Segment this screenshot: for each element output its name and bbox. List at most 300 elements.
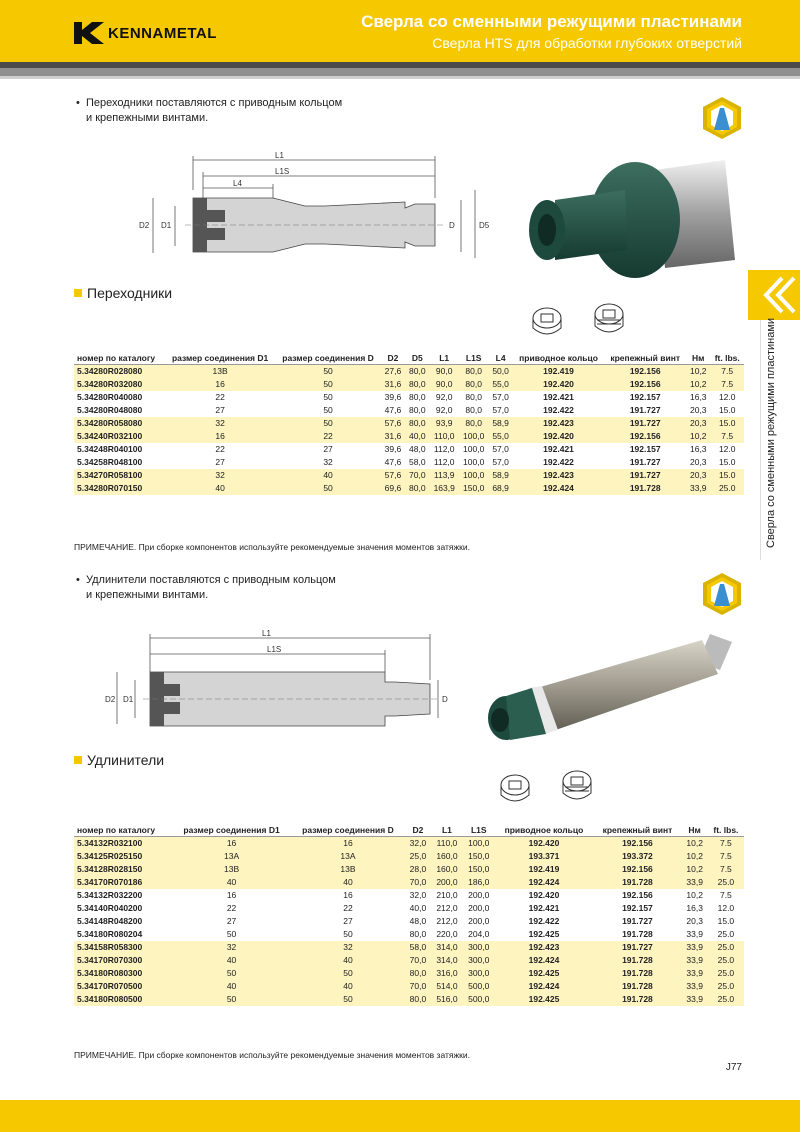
- extension-technical-drawing: [105, 628, 455, 728]
- table-cell: 7.5: [708, 850, 744, 863]
- drive-ring-and-screw-icons: [527, 298, 637, 340]
- table-cell: 32,0: [409, 890, 427, 900]
- drive-ring-and-screw-icons: [495, 765, 605, 807]
- table-cell: 191.728: [593, 876, 681, 889]
- table-cell: 5.34280R048080: [77, 405, 143, 415]
- table-cell: 50: [291, 967, 405, 980]
- table-cell: 57,6: [381, 417, 405, 430]
- table-cell: 191.727: [629, 457, 661, 467]
- dim-label: D2: [139, 221, 150, 230]
- table-cell: 316,0: [431, 967, 463, 980]
- table-cell: 33,9: [682, 967, 708, 980]
- dim-label: L4: [233, 179, 242, 188]
- table-row: [74, 980, 744, 993]
- table-cell: 32: [172, 941, 291, 954]
- table-row: [74, 889, 744, 902]
- column-header: L1: [429, 350, 458, 365]
- table-cell: 5.34132R032100: [74, 837, 172, 851]
- table-cell: 25.0: [708, 967, 744, 980]
- extensions-table: [74, 822, 744, 1006]
- table-cell: 92,0: [435, 405, 453, 415]
- column-header: D2: [381, 350, 405, 365]
- table-cell: 5.34258R048100: [77, 457, 143, 467]
- extension-product-image: [470, 630, 740, 750]
- table-cell: 192.424: [513, 482, 605, 495]
- table-row: [74, 430, 744, 443]
- table-cell: 5.34148R048200: [77, 916, 143, 926]
- page-number: J77: [725, 1062, 742, 1073]
- table-cell: 192.421: [543, 392, 574, 402]
- table-cell: 5.34125R025150: [74, 850, 172, 863]
- table-cell: 80,0: [459, 378, 488, 391]
- page-header: [0, 0, 800, 62]
- table-cell: 100,0: [463, 444, 485, 454]
- kennametal-k-icon: [72, 20, 106, 46]
- table-cell: 15.0: [718, 457, 736, 467]
- table-cell: 314,0: [431, 941, 463, 954]
- side-vertical-title: Сверла со сменными режущими пластинами: [765, 317, 777, 548]
- table-cell: 32: [165, 469, 276, 482]
- dim-label: D1: [123, 695, 134, 704]
- section1-bullet: • Переходники поставляются с приводным кольцом и крепежными винтами.: [76, 97, 343, 124]
- table-cell: 5.34140R040200: [77, 903, 143, 913]
- table-cell: 110,0: [431, 837, 463, 851]
- table-cell: 70,0: [405, 469, 429, 482]
- column-header: приводное кольцо: [495, 822, 594, 837]
- table-cell: 16: [226, 890, 237, 900]
- dim-label: D1: [161, 221, 172, 230]
- table-row: [74, 404, 744, 417]
- table-cell: 192.425: [528, 929, 560, 939]
- table-cell: 300,0: [463, 954, 495, 967]
- table-row: [74, 443, 744, 456]
- table-cell: 191.728: [622, 929, 653, 939]
- table-cell: 80,0: [465, 392, 482, 402]
- table-cell: 192.423: [495, 941, 594, 954]
- table-cell: 16: [165, 430, 276, 443]
- column-header: номер по каталогу: [74, 350, 165, 365]
- table-cell: 192.423: [513, 417, 605, 430]
- table-cell: 20,3: [689, 405, 707, 415]
- table-cell: 191.728: [604, 482, 686, 495]
- table-cell: 40,0: [405, 430, 429, 443]
- table-cell: 33,9: [682, 980, 708, 993]
- table-cell: 516,0: [431, 993, 463, 1006]
- table-cell: 13B: [291, 863, 405, 876]
- table-cell: 160,0: [431, 863, 463, 876]
- table-cell: 80,0: [405, 417, 429, 430]
- table-cell: 204,0: [468, 929, 490, 939]
- table-cell: 5.34180R080204: [77, 929, 143, 939]
- section-title: [74, 752, 164, 768]
- table-cell: 40: [165, 482, 276, 495]
- table-cell: 212,0: [436, 903, 458, 913]
- table-cell: 5.34180R080300: [74, 967, 172, 980]
- table-cell: 15.0: [718, 405, 736, 415]
- table-cell: 210,0: [436, 890, 458, 900]
- table-cell: 50: [323, 405, 333, 415]
- table-cell: 22: [226, 903, 237, 913]
- table-cell: 15.0: [717, 916, 735, 926]
- table-cell: 192.423: [513, 469, 605, 482]
- table-cell: 48,0: [409, 916, 427, 926]
- column-header: ft. lbs.: [710, 350, 744, 365]
- table-cell: 20,3: [686, 417, 710, 430]
- table-cell: 25,0: [405, 850, 431, 863]
- table-cell: 10,2: [686, 378, 710, 391]
- table-cell: 70,0: [405, 876, 431, 889]
- table-cell: 314,0: [431, 954, 463, 967]
- table-cell: 5.34170R070500: [74, 980, 172, 993]
- chevron-left-icon: [748, 270, 800, 320]
- table-cell: 28,0: [405, 863, 431, 876]
- bullet-square: [74, 289, 82, 297]
- table-cell: 192.156: [604, 365, 686, 379]
- table-row: [74, 993, 744, 1006]
- table-cell: 212,0: [436, 916, 458, 926]
- table-cell: 25.0: [708, 876, 744, 889]
- table-cell: 191.728: [593, 993, 681, 1006]
- table-cell: 10,2: [682, 863, 708, 876]
- page-subtitle: Сверла HTS для обработки глубоких отверстий: [432, 35, 742, 51]
- table-cell: 5.34248R040100: [77, 444, 143, 454]
- table-cell: 191.728: [593, 954, 681, 967]
- dim-label: L1S: [275, 167, 290, 176]
- table-cell: 100,0: [463, 457, 485, 467]
- table-cell: 80,0: [409, 405, 426, 415]
- table-cell: 192.419: [495, 863, 594, 876]
- table-cell: 32: [291, 941, 405, 954]
- table-cell: 192.421: [543, 444, 574, 454]
- table-cell: 192.422: [528, 916, 560, 926]
- table-cell: 12.0: [718, 392, 736, 402]
- table-cell: 20,3: [686, 916, 703, 926]
- table-cell: 25.0: [708, 993, 744, 1006]
- table-row: [74, 941, 744, 954]
- table-cell: 10,2: [682, 837, 708, 851]
- table-cell: 20,3: [686, 469, 710, 482]
- table-cell: 200,0: [468, 916, 490, 926]
- table-cell: 50: [172, 993, 291, 1006]
- table-cell: 5.34280R070150: [74, 482, 165, 495]
- table-row: [74, 837, 744, 851]
- table-cell: 112,0: [433, 444, 455, 454]
- table-cell: 90,0: [429, 365, 458, 379]
- table-cell: 33,9: [682, 954, 708, 967]
- bullet-text: Переходники поставляются с приводным кольцом: [86, 97, 343, 109]
- table-cell: 80,0: [465, 405, 482, 415]
- table-cell: 16: [291, 837, 405, 851]
- table-cell: 5.34270R058100: [74, 469, 165, 482]
- bullet-text: и крепежными винтами.: [86, 589, 209, 601]
- table-cell: 192.425: [495, 993, 594, 1006]
- table-cell: 192.156: [593, 837, 681, 851]
- table-cell: 40: [172, 954, 291, 967]
- table-cell: 192.424: [495, 876, 594, 889]
- table-cell: 192.156: [593, 863, 681, 876]
- table-cell: 50: [275, 417, 380, 430]
- dim-label: D5: [479, 221, 490, 230]
- table-cell: 100,0: [463, 837, 495, 851]
- table-cell: 80,0: [409, 392, 426, 402]
- table-cell: 27: [343, 916, 353, 926]
- table-row: [74, 482, 744, 495]
- table-row: [74, 378, 744, 391]
- table-header-row: [74, 350, 744, 365]
- table-cell: 500,0: [463, 980, 495, 993]
- table-cell: 69,6: [381, 482, 405, 495]
- table-cell: 50: [343, 929, 353, 939]
- table-cell: 40: [291, 876, 405, 889]
- column-header: крепежный винт: [604, 350, 686, 365]
- column-header: размер соединения D: [291, 822, 405, 837]
- table-cell: 16,3: [689, 444, 707, 454]
- table-cell: 50: [275, 378, 380, 391]
- table-cell: 80,0: [405, 482, 429, 495]
- table-cell: 7.5: [708, 837, 744, 851]
- column-header: L1S: [463, 822, 495, 837]
- table-cell: 10,2: [686, 430, 710, 443]
- table-row: [74, 954, 744, 967]
- table-cell: 50: [323, 392, 333, 402]
- table-cell: 40: [172, 980, 291, 993]
- section-title-text: Удлинители: [87, 752, 165, 768]
- table-cell: 22: [215, 444, 225, 454]
- column-header: крепежный винт: [593, 822, 681, 837]
- table-cell: 192.420: [513, 430, 605, 443]
- table-cell: 33,9: [682, 993, 708, 1006]
- table-cell: 193.371: [495, 850, 594, 863]
- table-cell: 55,0: [488, 430, 512, 443]
- table-cell: 50: [226, 929, 237, 939]
- table-cell: 80,0: [405, 365, 429, 379]
- table-cell: 50,0: [488, 365, 512, 379]
- table-cell: 40: [291, 954, 405, 967]
- table-cell: 92,0: [435, 392, 453, 402]
- table-cell: 15.0: [710, 417, 744, 430]
- table-cell: 300,0: [463, 941, 495, 954]
- table-cell: 192.156: [604, 378, 686, 391]
- table-cell: 27: [215, 405, 225, 415]
- table-cell: 192.157: [629, 444, 661, 454]
- table-cell: 192.156: [604, 430, 686, 443]
- table-row: [74, 915, 744, 928]
- table-header-row: [74, 822, 744, 837]
- adapter-technical-drawing: [135, 148, 495, 258]
- table-cell: 5.34280R032080: [74, 378, 165, 391]
- table-note: ПРИМЕЧАНИЕ. При сборке компонентов используйте рекомендуемые значения моментов затяжки.: [74, 542, 471, 552]
- table-cell: 40: [291, 980, 405, 993]
- table-cell: 113,9: [429, 469, 458, 482]
- adapters-table: [74, 350, 744, 495]
- table-cell: 192.157: [622, 903, 653, 913]
- column-header: L1S: [459, 350, 488, 365]
- table-row: [74, 365, 744, 379]
- table-cell: 7.5: [710, 378, 744, 391]
- table-cell: 13A: [172, 850, 291, 863]
- table-cell: 50: [275, 365, 380, 379]
- bullet-square: [74, 756, 82, 764]
- table-cell: 7.5: [710, 430, 744, 443]
- table-cell: 192.422: [543, 405, 574, 415]
- table-cell: 13A: [291, 850, 405, 863]
- table-cell: 12.0: [717, 903, 735, 913]
- section2-bullet: • Удлинители поставляются с приводным кольцом и крепежными винтами.: [76, 574, 336, 601]
- table-cell: 25.0: [708, 954, 744, 967]
- table-cell: 5.34170R070186: [74, 876, 172, 889]
- table-cell: 33,9: [686, 929, 703, 939]
- table-cell: 193.372: [593, 850, 681, 863]
- table-cell: 191.727: [604, 417, 686, 430]
- table-cell: 160,0: [431, 850, 463, 863]
- table-cell: 13B: [172, 863, 291, 876]
- table-cell: 220,0: [436, 929, 458, 939]
- table-cell: 200,0: [468, 890, 490, 900]
- column-header: Нм: [686, 350, 710, 365]
- table-cell: 39,6: [384, 444, 402, 454]
- column-header: D5: [405, 350, 429, 365]
- table-cell: 192.425: [495, 967, 594, 980]
- table-cell: 514,0: [431, 980, 463, 993]
- table-cell: 13B: [165, 365, 276, 379]
- table-cell: 186,0: [463, 876, 495, 889]
- table-cell: 70,0: [405, 954, 431, 967]
- table-cell: 80,0: [459, 417, 488, 430]
- dim-label: D: [449, 221, 455, 230]
- table-cell: 31,6: [381, 430, 405, 443]
- table-cell: 15.0: [710, 469, 744, 482]
- table-cell: 58,9: [488, 469, 512, 482]
- table-cell: 191.727: [593, 941, 681, 954]
- table-cell: 57,0: [492, 457, 509, 467]
- table-cell: 40,0: [409, 903, 427, 913]
- deep-hole-drill-icon: [700, 572, 744, 616]
- table-cell: 112,0: [433, 457, 455, 467]
- table-cell: 27: [226, 916, 237, 926]
- table-cell: 58,9: [488, 417, 512, 430]
- table-cell: 40: [275, 469, 380, 482]
- table-cell: 163,9: [429, 482, 458, 495]
- table-cell: 47,6: [384, 457, 402, 467]
- table-row: [74, 876, 744, 889]
- table-cell: 57,0: [492, 405, 509, 415]
- table-cell: 5.34170R070300: [74, 954, 172, 967]
- table-cell: 22: [343, 903, 353, 913]
- table-cell: 110,0: [429, 430, 458, 443]
- table-cell: 500,0: [463, 993, 495, 1006]
- table-cell: 192.422: [543, 457, 574, 467]
- header-stripe: [0, 76, 800, 79]
- table-cell: 192.421: [528, 903, 560, 913]
- table-cell: 7.5: [708, 863, 744, 876]
- table-cell: 93,9: [429, 417, 458, 430]
- table-cell: 50: [172, 967, 291, 980]
- table-cell: 150,0: [463, 850, 495, 863]
- table-cell: 16: [343, 890, 353, 900]
- table-cell: 5.34280R040080: [77, 392, 143, 402]
- table-cell: 27,6: [381, 365, 405, 379]
- table-cell: 80,0: [405, 967, 431, 980]
- table-cell: 90,0: [429, 378, 458, 391]
- table-cell: 5.34158R058300: [74, 941, 172, 954]
- column-header: L1: [431, 822, 463, 837]
- column-header: размер соединения D1: [172, 822, 291, 837]
- table-cell: 50: [275, 482, 380, 495]
- side-tab: [748, 270, 800, 320]
- brand-logo: [72, 20, 217, 46]
- table-cell: 10,2: [682, 850, 708, 863]
- table-row: [74, 417, 744, 430]
- table-cell: 10,2: [686, 890, 703, 900]
- table-cell: 191.727: [622, 916, 653, 926]
- section-title-text: Переходники: [87, 285, 173, 301]
- table-cell: 191.728: [593, 967, 681, 980]
- table-cell: 7.5: [710, 365, 744, 379]
- table-cell: 192.424: [495, 980, 594, 993]
- table-row: [74, 850, 744, 863]
- table-cell: 200,0: [431, 876, 463, 889]
- table-cell: 192.156: [622, 890, 653, 900]
- table-cell: 80,0: [409, 929, 427, 939]
- table-cell: 192.157: [629, 392, 661, 402]
- table-cell: 58,0: [409, 457, 426, 467]
- table-cell: 10,2: [686, 365, 710, 379]
- table-cell: 27: [215, 457, 225, 467]
- table-cell: 80,0: [405, 993, 431, 1006]
- table-cell: 192.420: [495, 837, 594, 851]
- column-header: номер по каталогу: [74, 822, 172, 837]
- table-cell: 16: [165, 378, 276, 391]
- table-cell: 150,0: [459, 482, 488, 495]
- table-cell: 192.420: [528, 890, 560, 900]
- table-cell: 57,0: [492, 444, 509, 454]
- table-cell: 16: [172, 837, 291, 851]
- table-cell: 300,0: [463, 967, 495, 980]
- table-cell: 5.34180R080500: [74, 993, 172, 1006]
- table-cell: 57,6: [381, 469, 405, 482]
- table-cell: 25.0: [710, 482, 744, 495]
- table-cell: 22: [215, 392, 225, 402]
- column-header: Нм: [682, 822, 708, 837]
- column-header: ft. lbs.: [708, 822, 744, 837]
- table-cell: 32,0: [405, 837, 431, 851]
- table-cell: 5.34280R028080: [74, 365, 165, 379]
- table-cell: 68,9: [488, 482, 512, 495]
- table-row: [74, 928, 744, 941]
- footer-bar: [0, 1100, 800, 1132]
- page-title: Сверла со сменными режущими пластинами: [361, 12, 742, 31]
- table-cell: 16,3: [689, 392, 707, 402]
- table-cell: 192.420: [513, 378, 605, 391]
- table-cell: 31,6: [381, 378, 405, 391]
- table-cell: 27: [323, 444, 333, 454]
- bullet-text: и крепежными винтами.: [86, 112, 209, 124]
- table-cell: 150,0: [463, 863, 495, 876]
- table-row: [74, 967, 744, 980]
- side-divider: [760, 320, 761, 560]
- table-cell: 5.34280R058080: [74, 417, 165, 430]
- table-cell: 22: [275, 430, 380, 443]
- table-cell: 47,6: [384, 405, 402, 415]
- brand-name: KENNAMETAL: [108, 24, 217, 42]
- deep-hole-drill-icon: [700, 96, 744, 140]
- table-cell: 16,3: [686, 903, 703, 913]
- table-cell: 70,0: [405, 980, 431, 993]
- dim-label: D2: [105, 695, 116, 704]
- table-cell: 33,9: [682, 941, 708, 954]
- dim-label: L1: [275, 151, 284, 160]
- table-cell: 192.424: [495, 954, 594, 967]
